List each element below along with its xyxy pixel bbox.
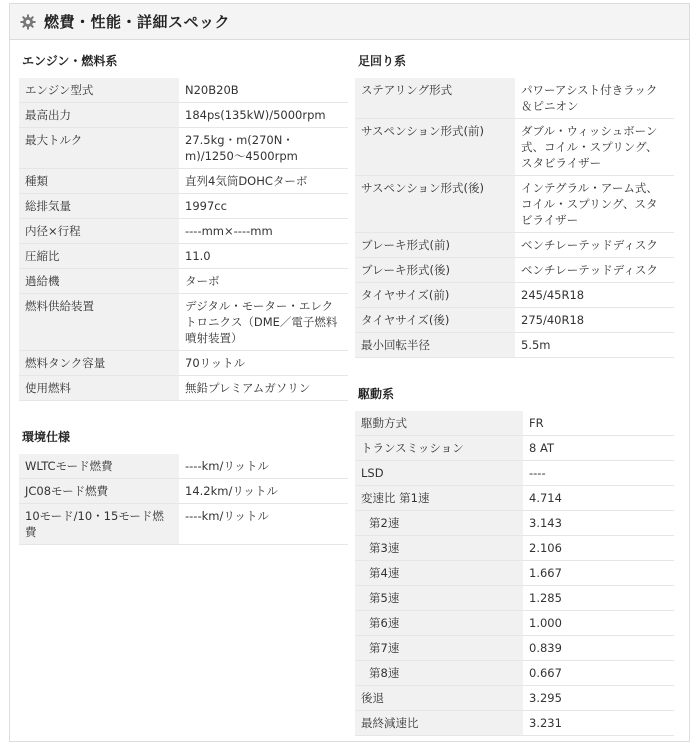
spec-label: 第3速 xyxy=(355,536,523,561)
spec-label: 駆動方式 xyxy=(355,411,523,436)
engine-spec-table xyxy=(19,78,348,401)
spec-label: 内径×行程 xyxy=(19,219,179,244)
spec-value: ベンチレーテッドディスク xyxy=(515,233,674,258)
spec-value: ----km/リットル xyxy=(179,454,348,479)
table-row xyxy=(355,333,674,358)
spec-label: 燃料供給装置 xyxy=(19,294,179,351)
table-row xyxy=(355,611,674,636)
spec-label: LSD xyxy=(355,461,523,486)
spec-value: 3.231 xyxy=(523,711,674,736)
spec-value: 70リットル xyxy=(179,351,348,376)
spec-value: 無鉛プレミアムガソリン xyxy=(179,376,348,401)
section-title-engine: エンジン・燃料系 xyxy=(22,54,118,68)
table-row xyxy=(355,686,674,711)
table-row xyxy=(19,351,348,376)
table-row xyxy=(355,711,674,736)
spec-value: 5.5m xyxy=(515,333,674,358)
spec-label: WLTCモード燃費 xyxy=(19,454,179,479)
spec-label: 第5速 xyxy=(355,586,523,611)
spec-label: 燃料タンク容量 xyxy=(19,351,179,376)
table-row xyxy=(355,661,674,686)
spec-label: タイヤサイズ(後) xyxy=(355,308,515,333)
spec-label: 最小回転半径 xyxy=(355,333,515,358)
table-row xyxy=(355,636,674,661)
table-row xyxy=(355,436,674,461)
spec-value: 3.143 xyxy=(523,511,674,536)
spec-value: ターボ xyxy=(179,269,348,294)
table-row xyxy=(19,479,348,504)
section-title-suspension: 足回り系 xyxy=(358,54,407,68)
spec-label: 最高出力 xyxy=(19,103,179,128)
spec-label: サスペンション形式(後) xyxy=(355,176,515,233)
spec-value: 1997cc xyxy=(179,194,348,219)
spec-label: 最終減速比 xyxy=(355,711,523,736)
table-row xyxy=(355,561,674,586)
table-row xyxy=(355,586,674,611)
spec-value: 4.714 xyxy=(523,486,674,511)
spec-value: 184ps(135kW)/5000rpm xyxy=(179,103,348,128)
table-body xyxy=(355,78,674,358)
spec-label: トランスミッション xyxy=(355,436,523,461)
spec-label: 第2速 xyxy=(355,511,523,536)
table-row xyxy=(355,283,674,308)
spec-value: ---- xyxy=(523,461,674,486)
spec-value: 3.295 xyxy=(523,686,674,711)
gear-icon xyxy=(20,14,36,30)
table-row xyxy=(355,486,674,511)
table-row xyxy=(19,269,348,294)
table-row xyxy=(19,244,348,269)
spec-label: ブレーキ形式(前) xyxy=(355,233,515,258)
spec-value: 0.839 xyxy=(523,636,674,661)
table-body xyxy=(19,78,348,401)
spec-label: 圧縮比 xyxy=(19,244,179,269)
spec-value: 2.106 xyxy=(523,536,674,561)
spec-value: パワーアシスト付きラック＆ピニオン xyxy=(515,78,674,119)
table-row xyxy=(19,169,348,194)
table-row xyxy=(355,308,674,333)
spec-label: タイヤサイズ(前) xyxy=(355,283,515,308)
spec-value: 8 AT xyxy=(523,436,674,461)
spec-label: 第6速 xyxy=(355,611,523,636)
section-title-env: 環境仕様 xyxy=(22,430,71,444)
spec-value: ベンチレーテッドディスク xyxy=(515,258,674,283)
left-column xyxy=(19,45,348,545)
spec-value: 11.0 xyxy=(179,244,348,269)
right-column xyxy=(355,45,674,736)
spec-value: 27.5kg・m(270N・m)/1250〜4500rpm xyxy=(179,128,348,169)
table-row xyxy=(19,78,348,103)
table-row xyxy=(355,119,674,176)
table-row xyxy=(19,128,348,169)
table-row xyxy=(19,376,348,401)
spec-label: ステアリング形式 xyxy=(355,78,515,119)
env-spec-table xyxy=(19,454,348,545)
table-row xyxy=(355,78,674,119)
table-row xyxy=(355,536,674,561)
spec-label: JC08モード燃費 xyxy=(19,479,179,504)
spec-label: ブレーキ形式(後) xyxy=(355,258,515,283)
panel-header xyxy=(10,4,689,40)
spec-value: FR xyxy=(523,411,674,436)
spec-label: エンジン型式 xyxy=(19,78,179,103)
spec-value: ----mm×----mm xyxy=(179,219,348,244)
spec-value: 1.667 xyxy=(523,561,674,586)
table-body xyxy=(19,454,348,545)
spec-label: 10モード/10・15モード燃費 xyxy=(19,504,179,545)
spec-value: 直列4気筒DOHCターボ xyxy=(179,169,348,194)
table-row xyxy=(19,194,348,219)
suspension-spec-table xyxy=(355,78,674,358)
spec-value: ダブル・ウィッシュボーン式、コイル・スプリング、スタビライザー xyxy=(515,119,674,176)
table-row xyxy=(355,511,674,536)
spec-value: 14.2km/リットル xyxy=(179,479,348,504)
spec-value: N20B20B xyxy=(179,78,348,103)
table-row xyxy=(355,411,674,436)
spec-label: 種類 xyxy=(19,169,179,194)
spec-value: 275/40R18 xyxy=(515,308,674,333)
table-row xyxy=(355,258,674,283)
spec-value: 0.667 xyxy=(523,661,674,686)
page-title: 燃費・性能・詳細スペック xyxy=(44,13,231,31)
spec-value: 1.000 xyxy=(523,611,674,636)
table-row xyxy=(355,461,674,486)
table-row xyxy=(355,233,674,258)
section-title-drive: 駆動系 xyxy=(358,387,395,401)
spec-label: 過給機 xyxy=(19,269,179,294)
spec-label: 第4速 xyxy=(355,561,523,586)
spec-label: 最大トルク xyxy=(19,128,179,169)
table-row xyxy=(19,504,348,545)
spec-label: 第8速 xyxy=(355,661,523,686)
spec-label: サスペンション形式(前) xyxy=(355,119,515,176)
table-row xyxy=(19,294,348,351)
spec-value: デジタル・モーター・エレクトロニクス（DME／電子燃料噴射装置） xyxy=(179,294,348,351)
spec-label: 変速比 第1速 xyxy=(355,486,523,511)
spec-value: 245/45R18 xyxy=(515,283,674,308)
spec-value: ----km/リットル xyxy=(179,504,348,545)
spec-label: 使用燃料 xyxy=(19,376,179,401)
spec-label: 第7速 xyxy=(355,636,523,661)
spec-label: 後退 xyxy=(355,686,523,711)
table-body xyxy=(355,411,674,736)
drive-spec-table xyxy=(355,411,674,736)
table-row xyxy=(19,219,348,244)
spec-label: 総排気量 xyxy=(19,194,179,219)
spec-value: 1.285 xyxy=(523,586,674,611)
table-row xyxy=(355,176,674,233)
table-row xyxy=(19,454,348,479)
table-row xyxy=(19,103,348,128)
spec-value: インテグラル・アーム式、コイル・スプリング、スタビライザー xyxy=(515,176,674,233)
